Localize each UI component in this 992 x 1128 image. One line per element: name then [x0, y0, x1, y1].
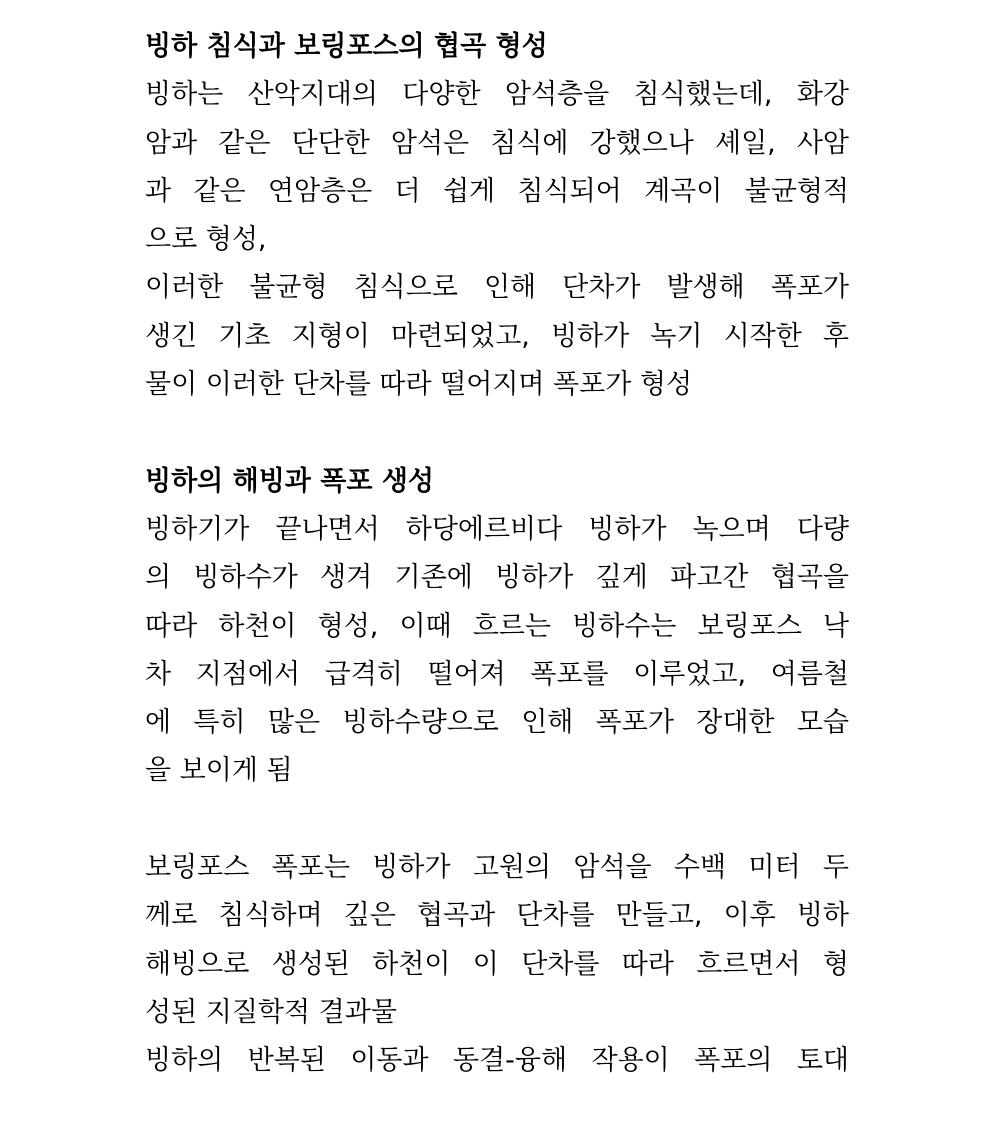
paragraph-line: 을 보이게 됨	[145, 755, 293, 787]
paragraph-line: 빙하의 반복된 이동과 동결-융해 작용이 폭포의 토대	[145, 1045, 849, 1077]
section-heading: 빙하의 해빙과 폭포 생성	[145, 465, 435, 497]
paragraph-line: 해빙으로 생성된 하천이 이 단차를 따라 흐르면서 형	[145, 948, 849, 980]
paragraph-line: 따라 하천이 형성, 이때 흐르는 빙하수는 보링포스 낙	[145, 610, 849, 642]
paragraph-line: 생긴 기초 지형이 마련되었고, 빙하가 녹기 시작한 후	[145, 320, 849, 352]
paragraph-line: 차 지점에서 급격히 떨어져 폭포를 이루었고, 여름철	[145, 658, 849, 690]
paragraph-line: 의 빙하수가 생겨 기존에 빙하가 깊게 파고간 협곡을	[145, 562, 849, 594]
section-heading: 빙하 침식과 보링포스의 협곡 형성	[145, 31, 548, 62]
paragraph-spacer	[145, 796, 849, 844]
paragraph-line: 이러한 불균형 침식으로 인해 단차가 발생해 폭포가	[145, 272, 849, 304]
document-body	[145, 23, 849, 1086]
paragraph-line: 보링포스 폭포는 빙하가 고원의 암석을 수백 미터 두	[145, 852, 849, 884]
paragraph-line: 물이 이러한 단차를 따라 떨어지며 폭포가 형성	[145, 369, 693, 401]
paragraph-line: 으로 형성,	[145, 224, 267, 256]
paragraph-line: 빙하기가 끝나면서 하당에르비다 빙하가 녹으며 다량	[145, 513, 849, 545]
paragraph-line: 암과 같은 단단한 암석은 침식에 강했으나 셰일, 사암	[145, 127, 849, 159]
paragraph-spacer	[145, 409, 849, 457]
paragraph-line: 에 특히 많은 빙하수량으로 인해 폭포가 장대한 모습	[145, 707, 849, 739]
paragraph-line: 빙하는 산악지대의 다양한 암석층을 침식했는데, 화강	[145, 79, 849, 111]
paragraph-line: 과 같은 연암층은 더 쉽게 침식되어 계곡이 불균형적	[145, 175, 849, 207]
paragraph-line: 께로 침식하며 깊은 협곡과 단차를 만들고, 이후 빙하	[145, 900, 849, 932]
paragraph-line: 성된 지질학적 결과물	[145, 996, 397, 1028]
